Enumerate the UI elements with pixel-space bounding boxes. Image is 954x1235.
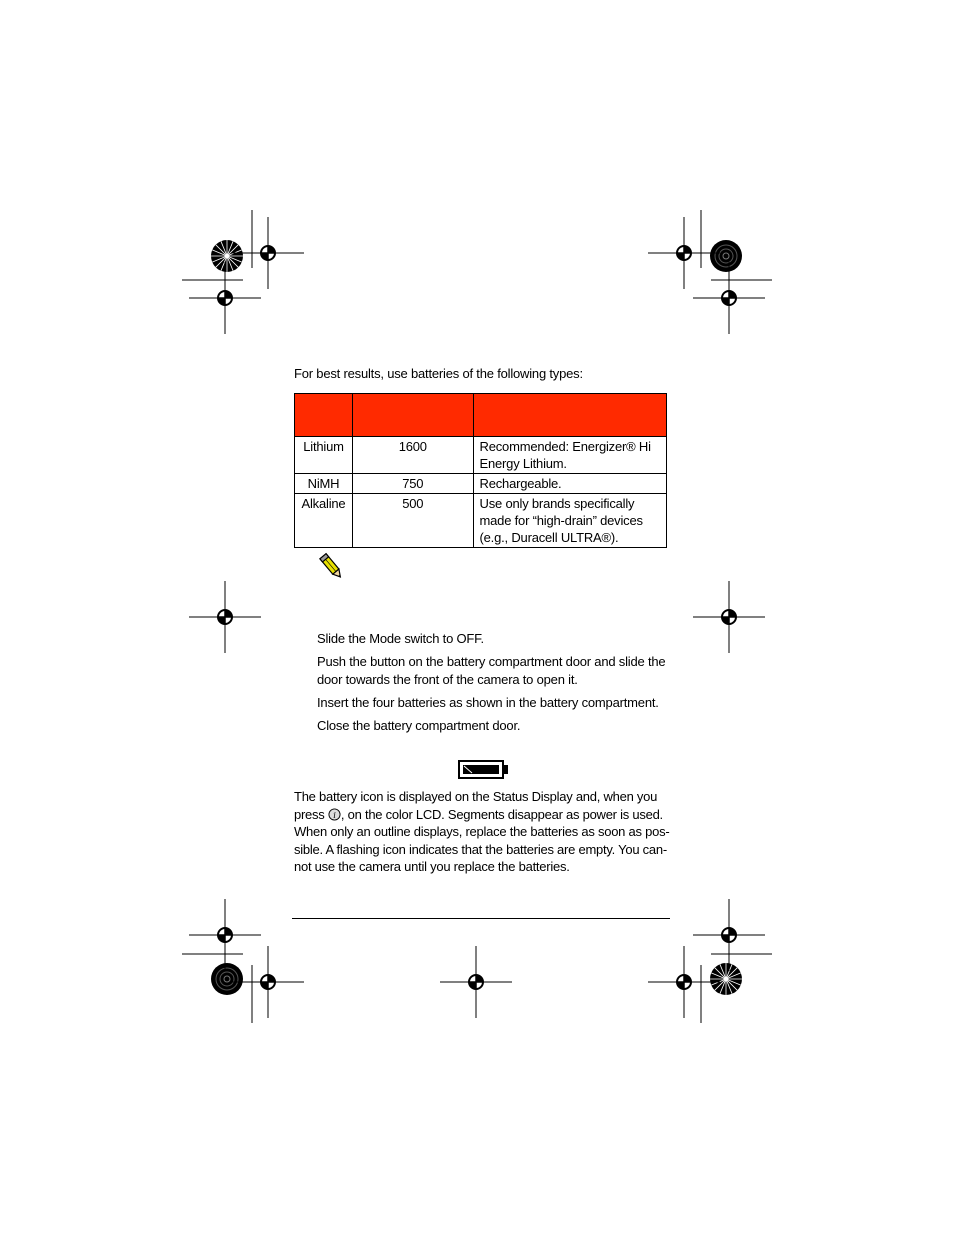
intro-text: For best results, use batteries of the following types: [294, 366, 583, 381]
notes-line: Use only brands specifically [479, 496, 635, 511]
battery-capacity: 1600 [352, 437, 473, 474]
battery-types-table [294, 393, 667, 548]
battery-notes [473, 474, 666, 494]
display-button-icon [328, 808, 341, 821]
notes-line: Recommended: Energizer® Hi [479, 439, 651, 454]
table-row [295, 494, 667, 548]
battery-icon-paragraph [294, 788, 670, 876]
battery-status-icon [458, 760, 510, 780]
step-3: Insert the four batteries as shown in the battery compartment. [317, 695, 659, 710]
battery-type: Lithium [295, 437, 353, 474]
notes-line: made for “high-drain” devices [479, 513, 643, 528]
paragraph-fragment: press [294, 806, 328, 822]
paragraph-line: When only an outline displays, replace the batteries as soon as pos- [294, 824, 670, 839]
battery-type: NiMH [295, 474, 353, 494]
table-header-cell-capacity [352, 394, 473, 437]
battery-capacity: 500 [352, 494, 473, 548]
footer-rule [292, 918, 670, 919]
table-row [295, 474, 667, 494]
paragraph-line: The battery icon is displayed on the Status Display and, when you [294, 789, 658, 804]
battery-type: Alkaline [295, 494, 353, 548]
svg-text:i: i [333, 809, 336, 820]
step-1: Slide the Mode switch to OFF. [317, 631, 484, 646]
paragraph-fragment: , on the color LCD. Segments disappear as power is used. [340, 806, 663, 822]
step-line: door towards the front of the camera to open it. [317, 672, 578, 687]
battery-capacity: 750 [352, 474, 473, 494]
pencil-note-icon [317, 551, 347, 583]
notes-line: (e.g., Duracell ULTRA®). [479, 530, 619, 545]
step-4: Close the battery compartment door. [317, 718, 521, 733]
paragraph-line [294, 806, 670, 824]
battery-notes [473, 437, 666, 474]
battery-notes [473, 494, 666, 548]
table-header-row [295, 394, 667, 437]
notes-line: Rechargeable. [479, 476, 562, 491]
step-line: Push the button on the battery compartment door and slide the [317, 654, 666, 669]
step-2 [317, 653, 677, 689]
paragraph-line: sible. A flashing icon indicates that the batteries are empty. You can- [294, 841, 667, 857]
table-row [295, 437, 667, 474]
notes-line: Energy Lithium. [479, 456, 567, 471]
paragraph-line: not use the camera until you replace the batteries. [294, 859, 570, 874]
table-header-cell-type [295, 394, 353, 437]
table-header-cell-notes [473, 394, 666, 437]
